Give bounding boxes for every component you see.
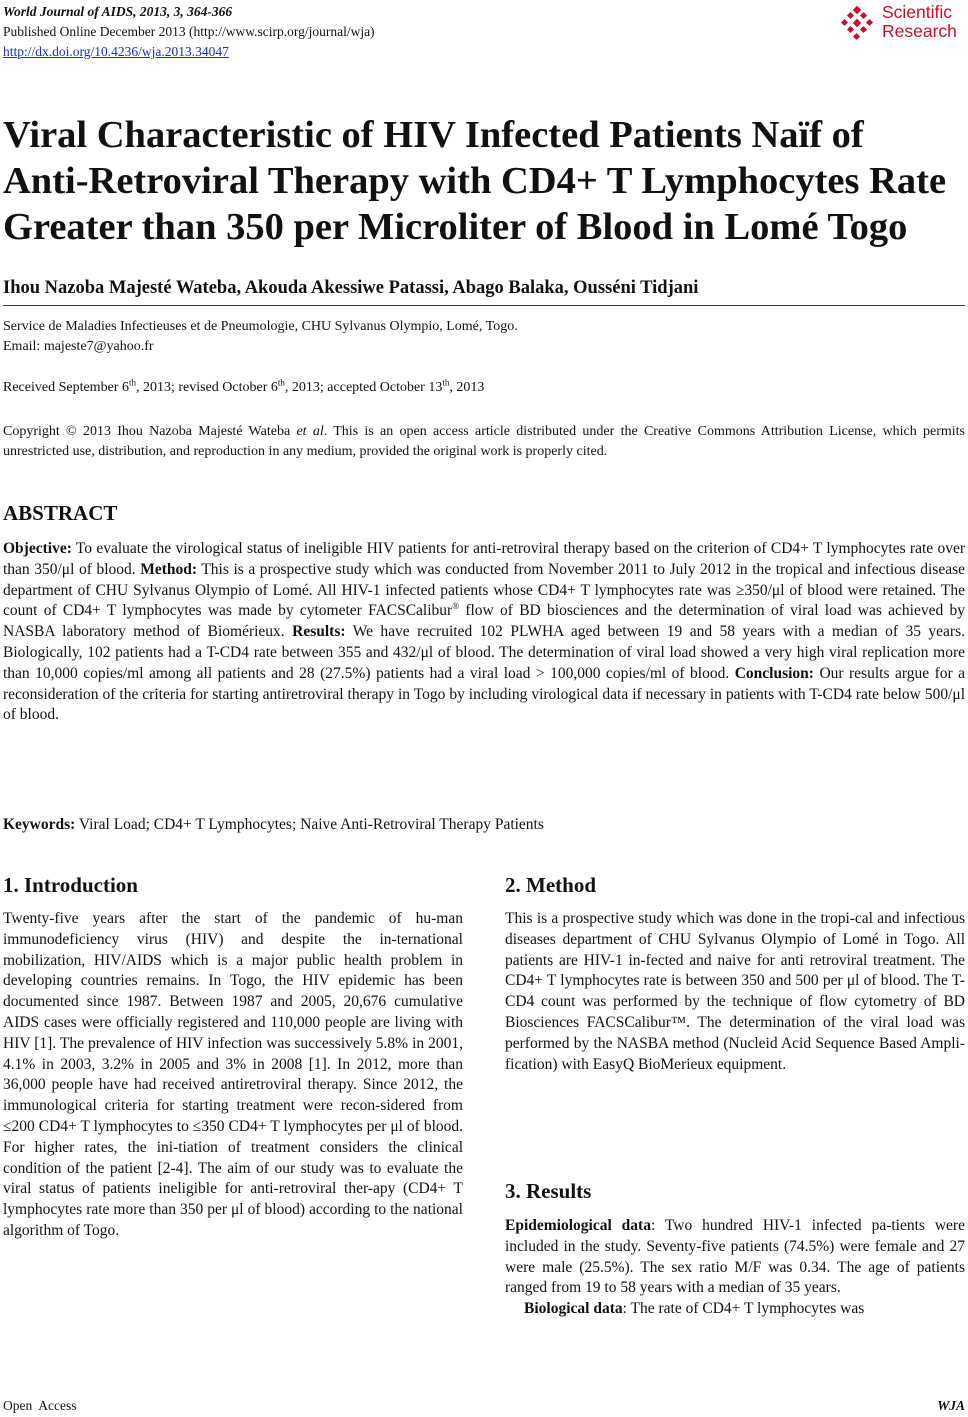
- author-list: Ihou Nazoba Majesté Wateba, Akouda Akessiwe Patassi, Abago Balaka, Ousséni Tidjani: [3, 278, 699, 298]
- keywords-label: Keywords:: [3, 816, 76, 833]
- objective-label: Objective:: [3, 540, 72, 557]
- logo-text: [882, 3, 957, 41]
- paper-title: [3, 112, 963, 250]
- page-footer: [3, 1398, 965, 1414]
- epidemiological-text: : Two hundred HIV-1 infected pa-tients were included in the study. Seventy-five patients (74.5%) were female and 27 were male (25.5%). The sex ratio M/F was 0.34. The age of patients ranged from 19 to 58 years with a median of 35 years.: [505, 1217, 965, 1297]
- registered-mark: ®: [452, 601, 460, 612]
- et-al: et al: [296, 424, 324, 439]
- biological-label: Biological data: [524, 1300, 623, 1318]
- journal-abbrev: WJA: [937, 1398, 965, 1413]
- abstract-text: [3, 539, 965, 726]
- section-1-heading: 1. Introduction: [3, 873, 138, 897]
- title-line: Anti-Retroviral Therapy with CD4+ T Lymphocytes Rate: [3, 160, 947, 202]
- scientific-research-logo-icon: [840, 6, 876, 42]
- copyright-text: Copyright © 2013 Ihou Nazoba Majesté Wateba: [3, 424, 297, 439]
- keywords-text: Viral Load; CD4+ T Lymphocytes; Naive Anti-Retroviral Therapy Patients: [75, 816, 544, 833]
- email: Email: majeste7@yahoo.fr: [3, 339, 154, 354]
- received-text: Received September 6: [3, 380, 129, 395]
- journal-header: [3, 2, 375, 62]
- section-2-text: This is a prospective study which was done in the tropi-cal and infectious diseases department of CHU Sylvanus Olympio of Lomé in Togo. All patients are HIV-1 in-fected and naive for anti retroviral treatment. The CD4+ T lymphocytes rate is between 350 and 500 per μl of blood. The T-CD4 count was performed by the technique of flow cytometry of BD Biosciences FACSCalibur™. The determination of the viral load was performed by the NASBA method (Nucleid Acid Sequence Based Ampli-fication) with EasyQ BioMerieux equipment.: [505, 910, 965, 1073]
- published-line: Published Online December 2013 (http://www.scirp.org/journal/wja): [3, 24, 375, 39]
- conclusion-label: Conclusion:: [734, 664, 814, 682]
- keywords: [3, 816, 544, 834]
- accepted-text: , 2013; accepted October 13: [284, 380, 443, 395]
- license-text: . This is an open access article distributed under the Creative Commons Attribution License, which permits unrestricted use, distribution, and reproduction in any medium, provided the original work is properly cited.: [3, 424, 965, 459]
- publisher-logo: [840, 3, 965, 43]
- section-3-text: [505, 1216, 965, 1320]
- section-1-text: Twenty-five years after the start of the pandemic of hu-man immunodeficiency virus (HIV) and despite the in-ternational mobilization, HIV/AIDS which is a major public health problem in developing countries remains. In Togo, the HIV epidemic has been documented since 1987. Between 1987 and 2005, 20,676 cumulative AIDS cases were officially registered and 110,000 people are living with HIV [1]. The prevalence of HIV infection was successively 5.8% in 2001, 4.1% in 2003, 3.2% in 2005 and 3% in 2008 [1]. In 2012, more than 36,000 people have had received antiretroviral therapy. Since 2012, the immunological criteria for starting treatment were recon-sidered from ≤200 CD4+ T lymphocytes to ≤350 CD4+ T lymphocytes per μl of blood. For higher rates, the ini-tiation of treatment considers the clinical condition of the patient [2-4]. The aim of our study was to evaluate the viral status of patients ineligible for anti-retroviral ther-apy (CD4+ T lymphocytes rate more than 350 per μl of blood) according to the national algorithm of Togo.: [3, 910, 463, 1239]
- logo-line-1: Scientific: [882, 2, 953, 22]
- journal-name: World Journal of AIDS: [3, 4, 134, 19]
- revised-text: , 2013; revised October 6: [135, 380, 278, 395]
- title-line: Viral Characteristic of HIV Infected Patients Naïf of: [3, 114, 864, 156]
- ordinal-suffix: th: [128, 377, 136, 388]
- results-label: Results:: [292, 623, 346, 641]
- abstract-heading: ABSTRACT: [3, 501, 118, 525]
- biological-text: : The rate of CD4+ T lymphocytes was: [622, 1300, 865, 1318]
- ordinal-suffix: th: [277, 377, 285, 388]
- affiliation-block: [3, 317, 518, 357]
- section-2-heading: 2. Method: [505, 873, 596, 897]
- method-text: This is a prospective study which was conducted from November 2011 to July 2012 in the tropical and infectious disease department of CHU Sylvanus Olympio of Lomé. All HIV-1 infected patients whose CD4+ T lymphocytes rate was ≥350/μl of blood were retained. The count of CD4+ T lymphocytes was made by cytometer FACSCalibur: [3, 560, 966, 620]
- received-dates: [3, 378, 484, 398]
- epidemiological-label: Epidemiological data: [505, 1217, 651, 1234]
- title-line: Greater than 350 per Microliter of Blood in Lomé Togo: [3, 206, 908, 248]
- affiliation: Service de Maladies Infectieuses et de Pneumologie, CHU Sylvanus Olympio, Lomé, Togo.: [3, 319, 518, 334]
- doi-link[interactable]: http://dx.doi.org/10.4236/wja.2013.34047: [3, 44, 229, 59]
- year-text: , 2013: [449, 380, 485, 395]
- method-text-cont: flow of BD biosciences and the determination of viral load was achieved by NASBA laboratory method of Biomérieux.: [3, 602, 965, 641]
- objective-text: To evaluate the virological status of ineligible HIV patients for anti-retroviral therapy based on the criterion of CD4+ T lymphocytes rate over than 350/μl of blood.: [3, 540, 965, 578]
- title-divider: [3, 305, 965, 306]
- results-text: We have recruited 102 PLWHA aged between 19 and 58 years with a median of 35 years. Biologically, 102 patients had a T-CD4 rate between 355 and 432/μl of blood. The determination of viral load showed a very high viral replication more than 10,000 copies/ml among all patients and 28 (27.5%) patients had a viral load > 100,000 copies/ml of blood.: [3, 623, 965, 682]
- section-3-heading: 3. Results: [505, 1179, 592, 1203]
- ordinal-suffix: th: [442, 377, 450, 388]
- conclusion-text: Our results argue for a reconsideration of the criteria for starting antiretroviral therapy in Togo by including virological data if necessary in patients with T-CD4 rate below 500/μl of blood.: [3, 664, 965, 724]
- copyright-notice: [3, 422, 965, 462]
- method-label: Method:: [140, 560, 198, 578]
- logo-line-2: Research: [882, 21, 957, 41]
- journal-volume: , 2013, 3, 364-366: [133, 4, 233, 19]
- open-access-label: Open Access: [3, 1398, 77, 1413]
